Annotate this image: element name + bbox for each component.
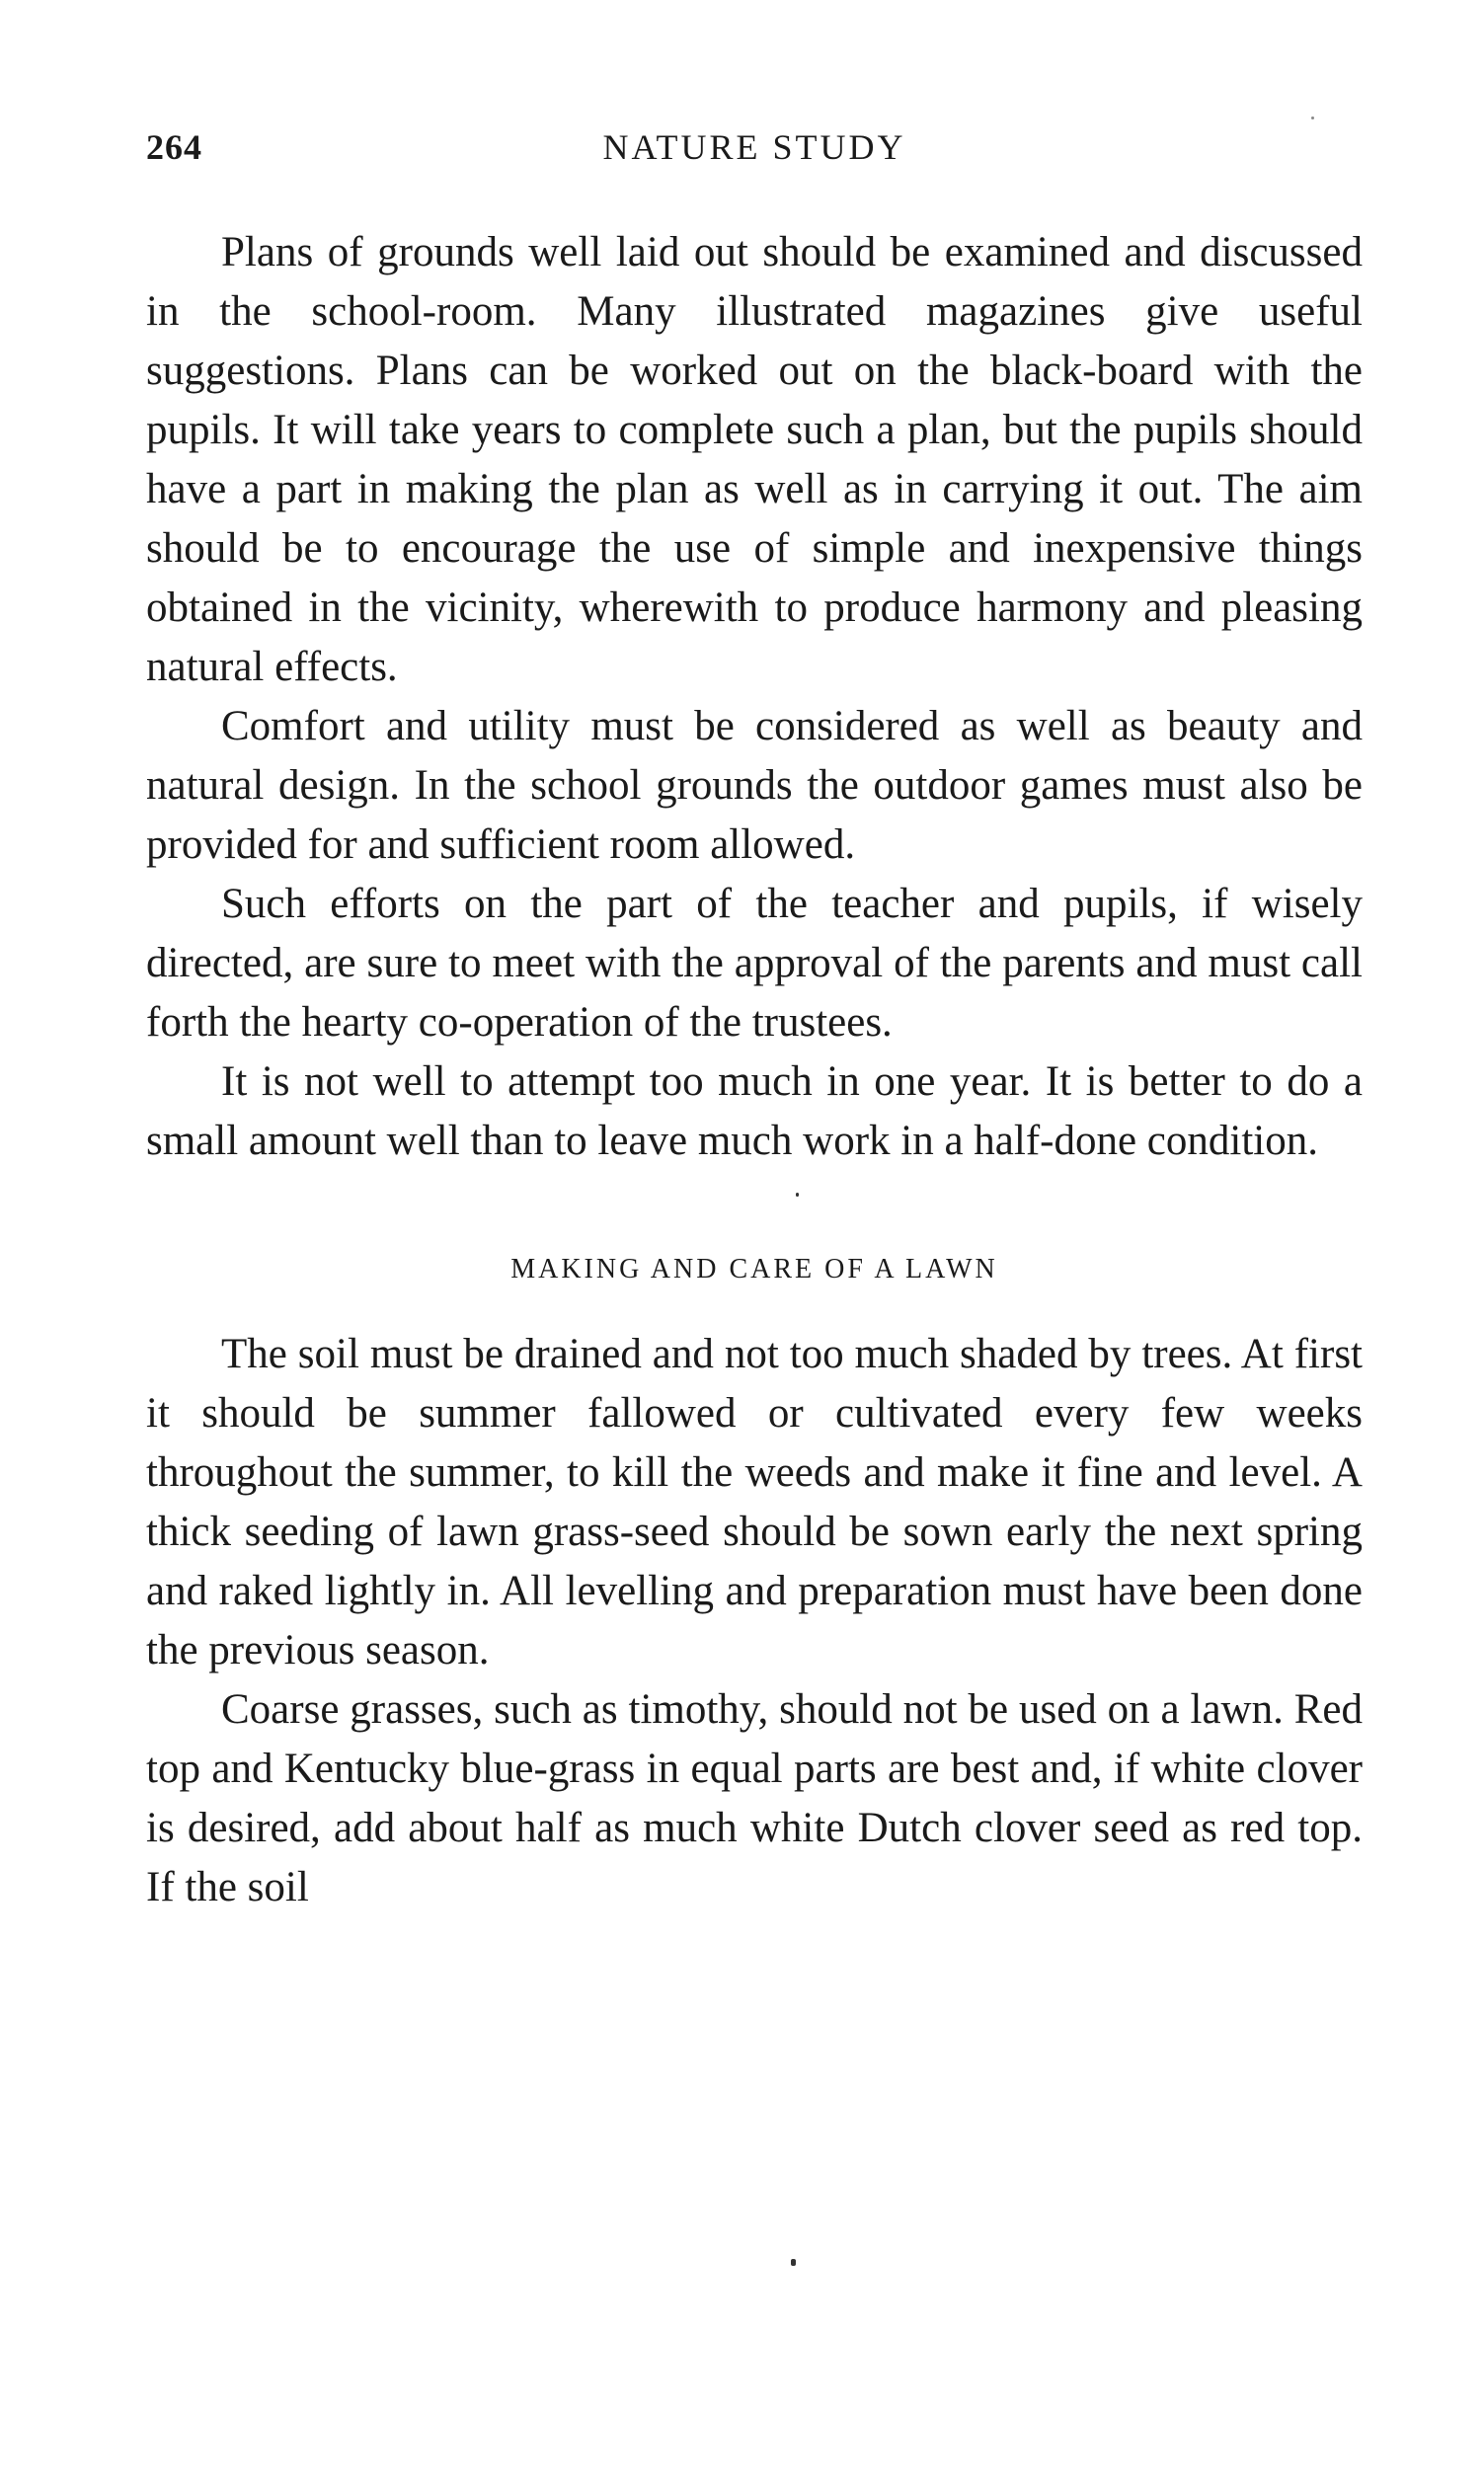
body-text [146, 223, 1363, 1917]
running-title: NATURE STUDY [602, 127, 906, 167]
ink-speck [796, 1193, 799, 1197]
paragraph-grasses: Coarse grasses, such as timothy, should not be used on a lawn. Red top and Kentucky blue-grass in equal parts are best and, if white clover is desired, add about half as much white Dutch clover seed as red top. If the soil [146, 1686, 1363, 1910]
page-number: 264 [146, 127, 202, 167]
paragraph-efforts: Such efforts on the part of the teacher and pupils, if wisely directed, are sure to meet with the approval of the parents and must call forth the hearty co-operation of the trustees. [146, 881, 1363, 1046]
ink-speck [1311, 117, 1314, 119]
paragraph-grounds-plans: Plans of grounds well laid out should be examined and discussed in the school-room. Many illustrated magazines give useful suggestions. Plans can be worked out on the black-board with the pupils. It will take years to complete such a plan, but the pupils should have a part in making the plan as well as in carrying it out. The aim should be to encourage the use of simple and inexpensive things obtained in the vicinity, wherewith to produce harmony and pleasing natural effects. [146, 229, 1363, 690]
paragraph-comfort-utility: Comfort and utility must be considered as well as beauty and natural design. In the school grounds the outdoor games must also be provided for and sufficient room allowed. [146, 703, 1363, 868]
ink-speck [791, 2259, 796, 2266]
section-heading: MAKING AND CARE OF A LAWN [510, 1254, 998, 1284]
page-header [146, 126, 1363, 176]
paragraph-attempt: It is not well to attempt too much in one year. It is better to do a small amount well than to leave much work in a half-done condition. [146, 1058, 1363, 1164]
paragraph-soil: The soil must be drained and not too much shaded by trees. At first it should be summer fallowed or cultivated every few weeks throughout the summer, to kill the weeds and make it fine and level. A thick seeding of lawn grass-seed should be sown early the next spring and raked lightly in. All levelling and preparation must have been done the previous season. [146, 1331, 1363, 1673]
